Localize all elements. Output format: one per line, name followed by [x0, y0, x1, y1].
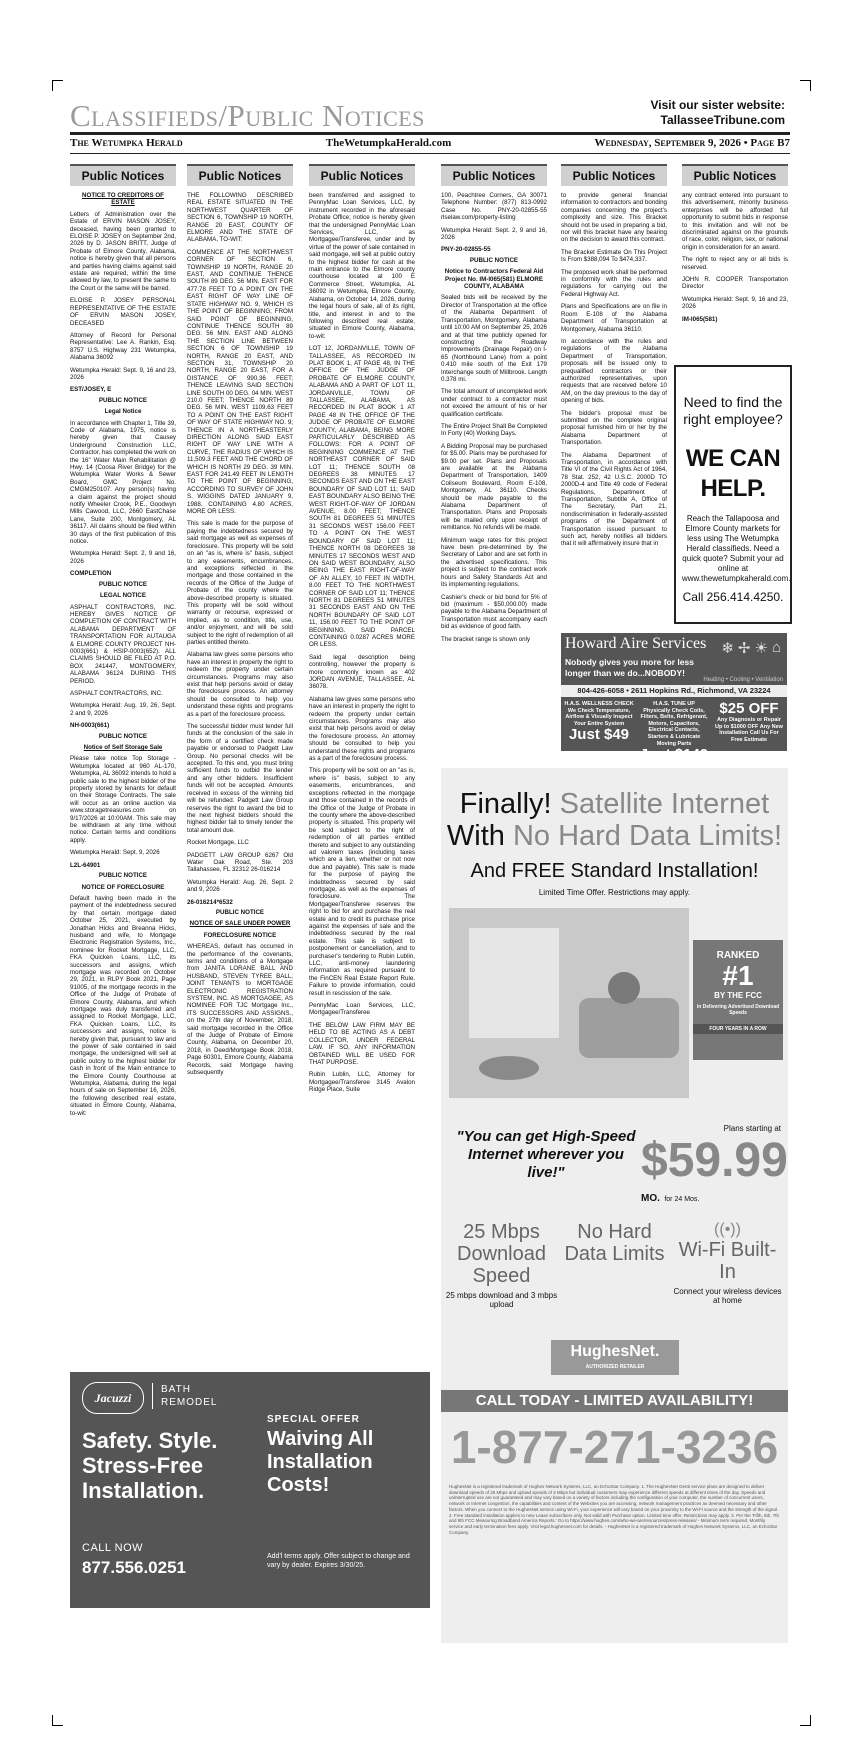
notice-heading: LEGAL NOTICE: [100, 592, 146, 600]
employee-ad-title: Need to find the right employee?: [683, 394, 783, 427]
howard-contact: 804-426-6058 • 2611 Hopkins Rd., Richmond, VA 23224: [561, 685, 787, 697]
sat-line2a: With: [446, 820, 513, 852]
brand-name: HughesNet.: [570, 1343, 660, 1360]
crop-mark-tr: [800, 80, 811, 91]
jacuzzi-ad: [70, 1372, 430, 1608]
coupon-body: We Check Temperature, Airflow & Visually Inspect Your Entire System: [565, 707, 633, 727]
notice-id: 26-016214*6532: [187, 898, 233, 906]
howard-name: Howard Aire Services: [565, 635, 707, 652]
notice-paragraph: Attorney of Record for Personal Representative: Lee A. Rankin, Esq. 8757 U.S. Highway 231 Wetumpka, Alabama 36092: [70, 331, 176, 362]
notice-paragraph: Default having been made in the payment of the indebtedness secured by that certain mortgage dated October 25, 2021, executed by Jonathan Hicks and Breanna Hicks, husband and wife, to Mortgage Electronic Registration Systems, Inc., nominee for Rocket Mortgage, LLC, FKA Quicken Loans, LLC, its successors and assigns, which mortgage was recorded on October 29, 2021, in RLPY Book 2021, Page 91005, of the mortgage records in the Office of the Judge of Probate of Elmore County, Alabama, and which mortgage was duly transferred and assigned to Rocket Mortgage, LLC, FKA Quicken Loans, LLC, its successors and assigns, notice is hereby given that, pursuant to law and the power of sale contained in said mortgage, the undersigned will sell at public outcry to the highest bidder for cash in front of the Main entrance to the Elmore County Courthouse at Wetumpka, Alabama, during the legal hours of sale on September 16, 2026, the following described real estate, situated in Elmore County, Alabama, to-wit:: [70, 894, 176, 1117]
notice-paragraph: Alabama law gives some persons who have an interest in property the right to redeem the property under certain circumstances. Programs may also exist that help persons avoid or delay the foreclosure process. An attorney should be consulted to help you understand these rights and programs as a part of the foreclosure process.: [187, 651, 293, 718]
notice-paragraph: any contract entered into pursuant to this advertisement, minority business enterprises will be afforded full opportunity to submit bids in response to this invitation and will not be discriminated against on the grounds of race, color, religion, sex, or national origin in consideration for an award.: [682, 192, 788, 251]
notice-column-1: [70, 164, 176, 1364]
snowflake-icon: ❄: [721, 640, 734, 657]
notice-paragraph: JOHN R. COOPER Transportation Director: [682, 276, 788, 291]
howard-services: Heating • Cooling • Ventilation: [703, 677, 783, 683]
notice-heading: PUBLIC NOTICE: [98, 580, 148, 588]
notice-paragraph: been transferred and assigned to PennyMac Loan Services, LLC, by instrument recorded in the aforesaid Probate Office; notice is hereby given that the undersigned PennyMac Loan Services, LLC, as Mortgagee/Transferee, under and by virtue of the power of sale contained in said mortgage, will sell at public outcry to the highest bidder for cash at the main entrance to the Elmore county courthouse located at 100 E Commerce Street, Wetumpka, AL 36092 in Wetumpka, Elmore County, Alabama, on October 14, 2026, during the legal hours of sale, all of its right, title, and interest in and to the following described real estate, situated in Elmore County, Alabama, to-wit:: [309, 192, 415, 340]
sat-photo: [449, 908, 689, 1098]
employee-ad-headline: WE CAN HELP.: [685, 445, 781, 502]
rank-number: #1: [722, 960, 754, 991]
hughesnet-logo: [551, 1340, 679, 1375]
notice-paragraph: Wetumpka Herald: Sept. 9, 16 and 23, 2026: [70, 366, 176, 381]
notice-paragraph: Wetumpka Herald: Sept. 2, 9 and 16, 2026: [441, 226, 547, 242]
notice-heading: PUBLIC NOTICE: [215, 908, 265, 916]
notice-paragraph: The bidder's proposal must be submitted on the complete original proposal furnished him or her by the Alabama Department of Transportation.: [561, 409, 667, 447]
notice-title: NOTICE TO CREDITORS OF ESTATE: [82, 192, 164, 207]
notice-paragraph: ELOISE P. JOSEY PERSONAL REPRESENTATIVE OF THE ESTATE OF ERVIN MASON JOSEY, DECEASED: [70, 297, 176, 327]
notice-id: COMPLETION: [70, 570, 112, 578]
jacuzzi-tagline: Safety. Style. Stress-Free Installation.: [82, 1428, 218, 1503]
brand-sub: AUTHORIZED RETAILER: [585, 1364, 645, 1370]
notice-paragraph: LOT 12, JORDANVILLE, TOWN OF TALLASSEE, AS RECORDED IN PLAT BOOK 1, AT PAGE 48, IN THE OFFICE OF THE JUDGE OF PROBATE OF ELMORE COUNTY, ALABAMA AND A PART OF LOT 11, JORDANVILLE, TOWN OF TALLASSEE, ALABAMA, AS RECORDED IN PLAT BOOK 1 AT PAGE 48 IN THE OFFICE OF THE JUDGE OF PROBATE OF ELMORE COUNTY, ALABAMA, BEING MORE PARTICULARLY DESCRIBED AS FOLLOWS: FOR A POINT OF BEGINNING COMMENCE AT THE NORTHEAST CORNER OF SAID LOT 11; THENCE SOUTH 08 DEGREES 38 MINUTES 17 SECONDS EAST AND ON THE EAST BOUNDARY OF SAID LOT 11; SAID EAST BOUNDARY ALSO BEING THE WEST RIGHT-OF-WAY OF JORDAN AVENUE, 8.00 FEET; THENCE SOUTH 81 DEGREES 51 MINUTES 31 SECONDS WEST 156.00 FEET TO A POINT ON THE WEST BOUNDARY OF SAID LOT 11; THENCE NORTH 08 DEGREES 38 MINUTES 17 SECONDS WEST AND ON SAID WEST BOUNDARY, ALSO BEING THE EAST RIGHT-OF-WAY OF AN ALLEY, 10 FEET IN WIDTH, 8.00 FEET TO THE NORTHWEST CORNER OF SAID LOT 11; THENCE NORTH 81 DEGREES 51 MINUTES 31 SECONDS EAST AND ON THE NORTH BOUNDARY OF SAID LOT 11, 156.00 FEET TO THE POINT OF BEGINNING. SAID PARCEL CONTAINING 0.0287 ACRES MORE OR LESS.: [309, 345, 415, 649]
coupon-extra: Up to $1000 OFF Any New Installation Call Us For Free Estimate: [715, 723, 783, 743]
notice-paragraph: Sealed bids will be received by the Director of Transportation at the office of the Alabama Department of Transportation, Montgomery, Alabama until 10:00 AM on September 25, 2026 and at that time publicly opened for constructing the Roadway Improvements (Drainage Repair) on I-65 (Northbound Lane) from a point 0.410 mile south of the Exit 179 Interchange south of Millbrook. Length 0.378 mi.: [441, 294, 547, 383]
sat-plans: Plans starting at: [723, 1124, 781, 1133]
sat-mo: MO.: [641, 1193, 660, 1204]
notice-id: PNY-20-02855-55: [441, 246, 491, 254]
coupon-body: Any Diagnosis or Repair: [717, 717, 781, 723]
coupon-price: $25 OFF: [719, 700, 779, 717]
notice-paragraph: The Bracket Estimate On This Project Is From $388,094 To $474,337.: [561, 248, 667, 264]
sister-site[interactable]: [651, 98, 786, 128]
howard-icons: [721, 639, 781, 657]
sat-call-bar: CALL TODAY - LIMITED AVAILABILITY!: [441, 1390, 788, 1412]
notice-paragraph: This property will be sold on an "as is, where is" basis, subject to any easements, encumbrances, and exceptions reflected in the mortgage and those contained in the records of the Office of the Judge of Probate in the county where the above-described property is situated. This property will be sold subject to the right of redemption of all parties entitled thereto and subject to any outstanding ad valorem taxes (including taxes which are a lien, whether or not now due and payable). This sale is made for the purpose of paying the indebtedness secured by said mortgage, as well as the expenses of foreclosure. The Mortgagee/Transferee reserves the right to bid for and purchase the real estate and to credit its purchase price against the expenses of sale and the indebtedness secured by the real estate. This sale is subject to postponement or cancellation, and to purchaser's tendering to Rubin Lublin, LLC, anti-money laundering information as required pursuant to the FinCEN Real Estate Report Rule. Failure to provide information, could result in rescission of the sale.: [309, 767, 415, 997]
page-title: Classifieds/Public Notices: [70, 98, 425, 133]
sat-price: $59.99: [641, 1134, 788, 1187]
column-header: Public Notices: [309, 164, 415, 186]
notice-paragraph: In accordance with the rules and regulations of the Alabama Department of Transportation, proposals will be issued only to prequalified contractors or their authorized representatives, upon requests that are received before 10 AM, on the day previous to the day of opening of bids.: [561, 337, 667, 405]
jacuzzi-call-now: CALL NOW: [82, 1542, 144, 1554]
sat-feature-limits: [558, 1221, 671, 1331]
notice-paragraph: The proposed work shall be performed in conformity with the rules and regulations for carrying out the Federal Highway Act.: [561, 268, 667, 298]
notice-column-6: [682, 164, 788, 354]
sat-limited: Limited Time Offer. Restrictions may apply.: [538, 888, 691, 897]
notice-paragraph: The successful bidder must tender full funds at the conclusion of the sale in the form of a certified check made payable or endorsed to Padgett Law Group. No personal checks will be accepted. To this end, you must bring sufficient funds to outbid the lender and any other bidders. Insufficient funds will not be accepted. Amounts received in excess of the winning bid will be refunded. Padgett Law Group reserves the right to award the bid to the next highest bidders should the highest bidder fail to timely tender the total amount due.: [187, 723, 293, 834]
rank-years: FOUR YEARS IN A ROW: [693, 1024, 783, 1034]
notice-paragraph: This sale is made for the purpose of paying the indebtedness secured by said mortgage as well as expenses of foreclosure. This property will be sold on an "as is, where is" basis, subject to any easements, encumbrances, and exceptions reflected in the mortgage and those contained in the records of the Office of the Judge of Probate of the county where the above-described property is situated. This property will be sold without warranty or recourse, expressed or implied, as to condition, title, use, and/or enjoyment, and will be sold subject to the right of redemption of all parties entitled thereto.: [187, 520, 293, 646]
rank-by: BY THE FCC: [714, 991, 762, 1000]
sat-feature-speed: [445, 1221, 558, 1331]
notice-paragraph: Rubin Lublin, LLC, Attorney for Mortgagee/Transferee 3145 Avalon Ridge Place, Suite: [309, 1071, 415, 1094]
notice-column-5: [561, 164, 667, 626]
notice-paragraph: Wetumpka Herald: Sept. 9, 2026: [70, 849, 160, 857]
sat-phone[interactable]: 1-877-271-3236: [450, 1421, 779, 1473]
sister-label: Visit our sister website:: [650, 98, 785, 112]
feature-title: 25 Mbps Download Speed: [457, 1221, 546, 1287]
sat-line2b: No Hard Data Limits!: [512, 820, 783, 852]
coupon-body: Physically Check Coils, Filters, Belts, Refrigerant, Motors, Capacitors, Electrical Contacts, Starters & Lubricate Moving Parts: [640, 707, 708, 747]
notice-paragraph: PennyMac Loan Services, LLC, Mortgagee/Transferee: [309, 1002, 415, 1017]
rank-label: RANKED: [716, 950, 760, 961]
jacuzzi-phone[interactable]: 877.556.0251: [82, 1558, 186, 1577]
feature-title: Wi-Fi Built-In: [678, 1239, 777, 1283]
notice-paragraph: The Entire Project Shall Be Completed In Forty (40) Working Days.: [441, 422, 547, 438]
notice-paragraph: Wetumpka Herald: Sept. 9, 16 and 23, 2026: [682, 295, 788, 311]
notice-paragraph: Cashier's check or bid bond for 5% of bid (maximum - $50,000.00) made payable to the Alabama Department of Transportation must accompany each bid as evidence of good faith.: [441, 593, 547, 631]
notice-heading: PUBLIC NOTICE: [469, 256, 519, 264]
notice-paragraph: Alabama law gives some persons who have an interest in property the right to redeem the property under certain circumstances. Programs may also exist that help persons avoid or delay the foreclosure process. An attorney should be consulted to help you understand these rights and programs as a part of the foreclosure process.: [309, 695, 415, 763]
notice-heading: PUBLIC NOTICE: [98, 396, 148, 404]
notice-heading: FORECLOSURE NOTICE: [203, 931, 277, 939]
notice-paragraph: COMMENCE AT THE NORTHWEST CORNER OF SECTION 6, TOWNSHIP 19 NORTH, RANGE 20 EAST, AND CONTINUE THENCE SOUTH 89 DEG. 56 MIN. EAST FOR 477.78 FEET TO A POINT ON THE EAST RIGHT OF WAY LINE OF STATE HIGHWAY NO. 9, WHICH IS THE POINT OF BEGINNING; FROM SAID POINT OF BEGINNING, CONTINUE THENCE SOUTH 89 DEG. 56 MIN. EAST AND ALONG THE SECTION LINE BETWEEN SECTION 6 OF TOWNSHIP 19 NORTH, RANGE 20 EAST, AND SECTION 31, TOWNSHIP 20 NORTH, RANGE 20 EAST, FOR A DISTANCE OF 990.36 FEET; THENCE LEAVING SAID SECTION LINE SOUTH 00 DEG. 04 MIN. WEST 210.0 FEET; THENCE NORTH 89 DEG. 56 MIN. WEST 1109.63 FEET TO A POINT ON THE EAST RIGHT OF WAY OF STATE HIGHWAY NO. 9; THENCE IN A NORTHEASTERLY DIRECTION ALONG SAID EAST RIGHT OF WAY LINE WITH A CURVE, THE RADIUS OF WHICH IS 11,509.3 FEET AND THE CHORD OF WHICH IS NORTH 29 DEG. 39 MIN. EAST FOR 241.49 FEET IN LENGTH TO THE POINT OF BEGINNING, ACCORDING TO SURVEY OF JOHN S. WIGGINS DATED JANUARY 9, 1988. CONTAINING 4.80 ACRES, MORE OR LESS.: [187, 248, 293, 516]
jacuzzi-logo: Jacuzzi: [82, 1382, 144, 1414]
column-header: Public Notices: [441, 164, 547, 186]
notice-title: NOTICE OF SALE UNDER POWER: [189, 920, 291, 928]
notice-id: IM-I065(581): [682, 315, 718, 323]
notice-paragraph: THE FOLLOWING DESCRIBED REAL ESTATE SITUATED IN THE NORTHWEST QUARTER OF SECTION 6, TOWNSHIP 19 NORTH, RANGE 20 EAST, COUNTY OF ELMORE AND THE STATE OF ALABAMA, TO-WIT:: [187, 192, 293, 244]
employee-ad-body: Reach the Tallapoosa and Elmore County markets for less using The Wetumpka Herald classifieds. Need a quick quote? Submit your ad online at www.thewetumpkaherald.com.: [682, 514, 791, 583]
notice-paragraph: Wetumpka Herald: Sept. 2, 9 and 16, 2026: [70, 550, 176, 565]
column-header: Public Notices: [70, 164, 176, 186]
howard-aire-ad: [561, 633, 787, 764]
hughesnet-ad: [441, 768, 788, 1643]
notice-paragraph: Said legal description being controlling, however the property is more commonly known as 402 JORDAN AVENUE, TALLASSEE, AL 36078.: [309, 653, 415, 691]
paper-site: TheWetumpkaHerald.com: [325, 137, 452, 149]
notice-paragraph: The bracket range is shown only: [441, 635, 531, 643]
notice-column-4: [441, 164, 547, 643]
notice-heading: PUBLIC NOTICE: [98, 732, 148, 740]
notice-paragraph: Please take notice Top Storage - Wetumpka located at 960 AL-170, Wetumpka, AL 36092 intends to hold a public sale to the highest bidder of the property stored by tenants for default on their Storage Contracts. The sale will occur as an online auction via www.storagetreasures.com on 9/17/2026 at 10:00AM. This sale may be withdrawn at any time without notice. Certain terms and conditions apply.: [70, 755, 176, 844]
notice-paragraph: Wetumpka Herald: Aug. 19, 26, Sept. 2 and 9, 2026: [70, 702, 176, 717]
sat-line1b: Satellite Internet: [559, 788, 770, 820]
howard-coupon-wellness: [563, 701, 635, 743]
house-icon: ⌂: [771, 639, 781, 656]
crop-mark-bl: [52, 1715, 63, 1726]
notice-heading: PUBLIC NOTICE: [98, 872, 148, 880]
notice-paragraph: THE BELOW LAW FIRM MAY BE HELD TO BE ACTING AS A DEBT COLLECTOR, UNDER FEDERAL LAW. IF SO, ANY INFORMATION OBTAINED WILL BE USED FOR THAT PURPOSE.: [309, 1021, 415, 1066]
coupon-price: Just $149: [639, 746, 709, 764]
notice-id: NH-0003(661): [70, 722, 110, 730]
notice-paragraph: Wetumpka Herald: Aug. 26, Sept. 2 and 9, 2026: [187, 878, 293, 894]
sat-fine-print: HughesNet is a registered trademark of Hughes Network Systems, LLC, an EchoStar Company. 1. The HughesNet Gen5 service plans are designed to deliver download speeds of 25 Mbps and upload speeds of 3 Mbps but individual customers may experience different speeds at different times of the day. Speeds and uninterrupted use are not guaranteed and may vary based on a variety of factors including the configuration of your computer, the number of concurrent users, network or Internet congestion, the capabilities and content of the Websites you are accessing, network management practices as deemed necessary and other factors. When you connect to the HughesNet service using Wi-Fi, your experience will vary based on your proximity to the Wi-Fi source and the strength of the signal. 2. Free standard installation applies to new Lease subscribers only. Not valid with Purchase option. Limited time offer. Restrictions may apply. 3. Per the 'Fifth, 6th, 7th and 8th FCC Measuring Broadband America Reports.' Go to https://www.hughes.com/who-we-are/resources/press-releases/ - Minimum term required. Monthly service and early termination fees apply. Visit legal.hughesnet.com for details. - HughesNet is a registered trademark of Hughes Network Systems, LLC, an EchoStar Company.: [449, 1484, 780, 1535]
coupon-price: Just $49: [568, 726, 630, 744]
notice-paragraph: PADGETT LAW GROUP 6267 Old Water Oak Road, Ste. 203 Tallahassee, FL 32312 26-016214: [187, 851, 293, 874]
notice-id: L2L-64901: [70, 861, 101, 869]
coupon-head: H.A.S. TUNE UP: [653, 701, 695, 707]
jacuzzi-bath-remodel: [152, 1383, 217, 1409]
folio-rule: [70, 153, 790, 154]
paper-name: The Wetumpka Herald: [70, 137, 183, 149]
jacuzzi-note: Add'l terms apply. Offer subject to change and vary by dealer. Expires 3/30/25.: [267, 1553, 410, 1569]
crop-mark-tl: [52, 80, 63, 91]
employee-ad-phone: Call 256.414.4250.: [682, 590, 784, 604]
notice-paragraph: Rocket Mortgage, LLC: [187, 839, 249, 847]
notice-paragraph: Letters of Administration over the Estate of ERVIN MASON JOSEY, deceased, having been granted to ELOISE P. JOSEY on September 2nd, 2026 by D. JASON BRITT, Judge of Probate of Elmore County, Alabama, notice is hereby given that all persons and parties having claims against said estate are required, within the time allowed by law, to present the same to the Court or the same will be barred.: [70, 210, 176, 292]
employee-ad: [674, 365, 792, 624]
sat-feature-wifi: [671, 1221, 784, 1331]
notice-id: EST/JOSEY, E: [70, 386, 112, 394]
notice-paragraph: to provide general financial information to contractors and bonding companies concerning the project's complexity and size. This Bracket should not be used in preparing a bid, nor will this bracket have any bearing on the decision to award this contract.: [561, 192, 667, 244]
notice-paragraph: The total amount of uncompleted work under contract to a contractor must not exceed the amount of his or her qualification certificate.: [441, 388, 547, 418]
rank-desc: in Delivering Advertised Download Speeds: [696, 1004, 780, 1016]
notice-paragraph: ASPHALT CONTRACTORS, INC. HEREBY GIVES NOTICE OF COMPLETION OF CONTRACT WITH ALABAMA DEPARTMENT OF TRANSPORTATION FOR AUTAUGA & ELMORE COUNTY PROJECT NH-0003(661) & HSIP-0003(652). ALL CLAIMS SHOULD BE FILED AT P.O. BOX 241447, MONTGOMERY, ALABAMA 36124 DURING THIS PERIOD.: [70, 603, 176, 685]
sat-line1a: Finally!: [459, 788, 560, 820]
notice-title: Notice of Self Storage Sale: [83, 744, 163, 751]
column-header: Public Notices: [187, 164, 293, 186]
bath-label: BATH: [161, 1384, 191, 1395]
sat-headline: [441, 788, 788, 852]
notice-heading: NOTICE OF FORECLOSURE: [81, 883, 165, 891]
notice-paragraph: The right to reject any or all bids is reserved.: [682, 256, 788, 271]
howard-coupon-tuneup: [638, 701, 710, 763]
notice-paragraph: A Bidding Proposal may be purchased for $5.00. Plans may be purchased for $9.00 per set. Plans and Proposals are available at the Alabama Department of Transportation, 1409 Coliseum Boulevard, Room E-108, Montgomery, AL 36110. Checks should be made payable to the Alabama Department of Transportation. Plans and Proposals will be mailed only upon receipt of remittance. No refunds will be made.: [441, 442, 547, 532]
notice-paragraph: In accordance with Chapter 1, Title 39, Code of Alabama, 1975, notice is hereby given that Causey Underground Construction LLC, Contractor, has completed the work on the 16" Water Main Rehabilitation @ Hwy. 14 (Coosa River Bridge) for the Wetumpka Water Works & Sewer Board, GMC Project No. CMGM250107. Any person(s) having a claim against the project should notify Wheeler Crook, P.E., Goodwyn Mills Cawood, LLC, 2660 EastChase Lane, Suite 200, Montgomery, AL 36117. All claims should be filed within 30 days of the first publication of this notice.: [70, 419, 176, 546]
sat-quote: "You can get High-Speed Internet wherever you live!": [456, 1128, 636, 1181]
remodel-label: REMODEL: [161, 1397, 218, 1408]
feature-title: No Hard Data Limits: [564, 1221, 665, 1265]
crop-mark-br: [800, 1715, 811, 1726]
feature-sub: Connect your wireless devices at home: [673, 1287, 782, 1305]
sun-icon: ☀: [754, 640, 768, 657]
notice-paragraph: 100, Peachtree Corners, GA 30071 Telephone Number: (877) 813-0992 Case No. PNY-20-02855-55 rlselaw.com/property-listing: [441, 192, 547, 222]
coupon-head: H.A.S. WELLNESS CHECK: [564, 701, 634, 707]
notice-column-3: [309, 164, 415, 1364]
header-rule: [70, 132, 790, 135]
notice-paragraph: The Alabama Department of Transportation, in accordance with Title VI of the Civil Rights Act of 1964, 78 Stat. 252, 42 U.S.C. 2000D TO 2000D-4 and Title 49 code of Federal Regulations, Department of Transportation, Subtitle A, Office of The Secretary, Part 21, nondiscrimination in federally-assisted programs of the Department of Transportation issued pursuant to such act, hereby notifies all bidders that it will affirmatively insure that in: [561, 451, 667, 548]
sat-free-install: And FREE Standard Installation!: [470, 860, 759, 882]
jacuzzi-special: SPECIAL OFFER: [267, 1414, 360, 1425]
sat-term: for 24 Mos.: [664, 1196, 700, 1203]
notice-heading: Legal Notice: [104, 408, 142, 416]
column-header: Public Notices: [561, 164, 667, 186]
notice-paragraph: Plans and Specifications are on file in Room E-108 of the Alabama Department of Transportation at Montgomery, Alabama 36110.: [561, 303, 667, 333]
notice-heading: Notice to Contractors Federal Aid Project No. IM-I065(581) ELMORE COUNTY, ALABAMA: [444, 268, 544, 291]
feature-sub: 25 mbps download and 3 mbps upload: [445, 1291, 558, 1309]
jacuzzi-waiving: Waiving All Installation Costs!: [267, 1428, 374, 1496]
sat-rank-badge: [693, 940, 783, 1060]
notice-column-2: [187, 164, 293, 1364]
notice-paragraph: WHEREAS, default has occurred in the performance of the covenants, terms and conditions of a Mortgage from JANITA LORANE BALL AND HUSBAND, STEVEN TYREE BALL, JOINT TENANTS to MORTGAGE ELECTRONIC REGISTRATION SYSTEM, INC. AS MORTGAGEE, AS NOMINEE FOR TJC Mortgage Inc., ITS SUCCESSORS AND ASSIGNS., on the 27th day of November, 2018, said mortgage recorded in the Office of the Judge of Probate of Elmore County, Alabama, on December 20, 2018, in Deed/Mortgage Book 2018, Page 60301, Elmore County, Alabama Records, said Mortgage having subsequently: [187, 943, 293, 1077]
sat-price-block: [641, 1124, 788, 1206]
howard-slogan: Nobody gives you more for less longer than we do...NOBODY!: [565, 657, 694, 678]
wifi-icon: ((•)): [714, 1221, 741, 1238]
column-header: Public Notices: [682, 164, 788, 186]
notice-paragraph: Minimum wage rates for this project have been pre-determined by the Secretary of Labor and are set forth in the advertised specifications. This project is subject to the contract work hours and Safety Standards Act and its implementing regulations.: [441, 536, 547, 589]
date-page: Wednesday, September 9, 2026 • Page B7: [594, 137, 790, 149]
notice-paragraph: ASPHALT CONTRACTORS, INC.: [70, 689, 163, 697]
folio-line: [70, 137, 790, 151]
howard-coupon-discount: [713, 701, 785, 743]
fan-icon: ✢: [737, 640, 751, 657]
sister-url[interactable]: TallasseeTribune.com: [660, 113, 785, 127]
